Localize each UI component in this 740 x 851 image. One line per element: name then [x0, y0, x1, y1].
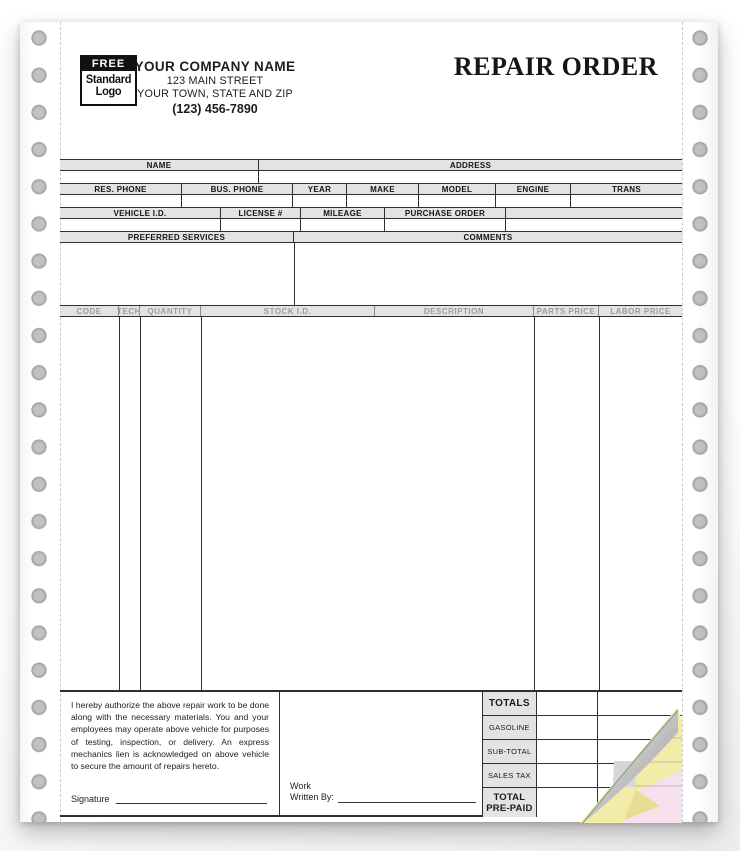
totals-header-label: TOTALS: [483, 692, 537, 715]
pinfeed-strip-left: [20, 22, 61, 822]
year-label: YEAR: [293, 184, 347, 194]
company-phone: (123) 456-7890: [172, 102, 258, 116]
address-input-area: [259, 171, 682, 183]
total-prepaid-label: [483, 788, 537, 817]
engine-label: ENGINE: [496, 184, 571, 194]
sales-tax-label: SALES TAX: [483, 764, 537, 787]
stock-id-column-header: STOCK I.D.: [201, 306, 375, 316]
blank-header-cell: [506, 208, 682, 218]
total-prepaid-line2: PRE-PAID: [486, 802, 533, 814]
code-column-header: CODE: [60, 306, 119, 316]
code-column-divider: [119, 317, 120, 690]
make-input-area: [347, 195, 419, 207]
tech-column-header: TECH: [117, 306, 141, 316]
trans-input-area: [571, 195, 682, 207]
mileage-input-area: [301, 219, 385, 231]
pinfeed-holes-right: [683, 22, 719, 822]
work-written-by-label: [290, 781, 334, 803]
name-input-area: [60, 171, 259, 183]
description-column-header: DESCRIPTION: [375, 306, 534, 316]
form-title: REPAIR ORDER: [453, 52, 658, 81]
model-label: MODEL: [419, 184, 496, 194]
company-block: [115, 59, 315, 116]
company-name: YOUR COMPANY NAME: [134, 59, 296, 74]
pinfeed-holes-left: [20, 22, 60, 822]
purchase-order-label: PURCHASE ORDER: [385, 208, 506, 218]
work-written-by-row: [290, 781, 476, 803]
authorization-text: I hereby authorize the above repair work to be done along with the necessary materials. You and your employees may operate above vehicle for purposes of testing, inspection, or delivery. An express mechanics lien is acknowledged on above vehicle to secure the amount of repairs hereto.: [71, 700, 269, 772]
parts-price-column-divider: [599, 317, 600, 690]
gasoline-label: GASOLINE: [483, 716, 537, 739]
engine-input-area: [496, 195, 571, 207]
quantity-column-divider: [201, 317, 202, 690]
signature-label: Signature: [71, 794, 110, 804]
page-curl-corner: [536, 640, 682, 830]
authorization-box: [60, 692, 280, 815]
trans-label: TRANS: [611, 184, 642, 194]
services-header-band: [60, 231, 682, 243]
preferred-services-label: PREFERRED SERVICES: [60, 232, 294, 242]
pinfeed-strip-right: [682, 22, 719, 822]
work-label-line1: Work: [290, 781, 311, 791]
work-label-line2: Written By:: [290, 792, 334, 802]
year-input-area: [293, 195, 347, 207]
quantity-column-header: QUANTITY: [140, 306, 201, 316]
mileage-label: MILEAGE: [301, 208, 385, 218]
services-comments-divider: [294, 243, 295, 305]
signature-line: [116, 793, 267, 804]
license-input-area: [221, 219, 301, 231]
customer-header-band: [60, 159, 682, 171]
vehicle-header-band-2: [60, 207, 682, 219]
vehicle-header-band-1: [60, 183, 682, 195]
company-city: YOUR TOWN, STATE AND ZIP: [137, 88, 293, 100]
res-phone-input-area: [60, 195, 182, 207]
total-prepaid-line1: TOTAL: [493, 791, 526, 803]
bus-phone-label: BUS. PHONE: [182, 184, 293, 194]
res-phone-label: RES. PHONE: [60, 184, 182, 194]
license-label: LICENSE #: [221, 208, 301, 218]
logo-logo-label: Logo: [95, 84, 122, 98]
subtotal-label: SUB-TOTAL: [483, 740, 537, 763]
items-header-band: [60, 305, 682, 317]
logo-free-label: FREE: [82, 57, 135, 71]
purchase-order-input-area: [385, 219, 506, 231]
customer-input-row: [60, 171, 682, 183]
address-field-label: ADDRESS: [449, 160, 492, 170]
company-street: 123 MAIN STREET: [166, 75, 264, 87]
work-written-by-line: [338, 793, 476, 803]
vehicle-id-input-area: [60, 219, 221, 231]
comments-label: COMMENTS: [463, 232, 513, 242]
model-input-area: [419, 195, 496, 207]
bus-phone-input-area: [182, 195, 293, 207]
logo-standard-label: Standard: [85, 73, 132, 87]
vehicle-input-row-1: [60, 195, 682, 207]
signature-row: [71, 793, 267, 804]
parts-price-column-header: PARTS PRICE: [534, 306, 599, 316]
labor-price-column-header: LABOR PRICE: [610, 306, 671, 316]
make-label: MAKE: [347, 184, 419, 194]
blank-input-area: [506, 219, 682, 231]
tech-column-divider: [140, 317, 141, 690]
name-field-label: NAME: [60, 160, 259, 170]
description-column-divider: [534, 317, 535, 690]
vehicle-input-row-2: [60, 219, 682, 231]
repair-order-form: [20, 22, 718, 822]
vehicle-id-label: VEHICLE I.D.: [60, 208, 221, 218]
